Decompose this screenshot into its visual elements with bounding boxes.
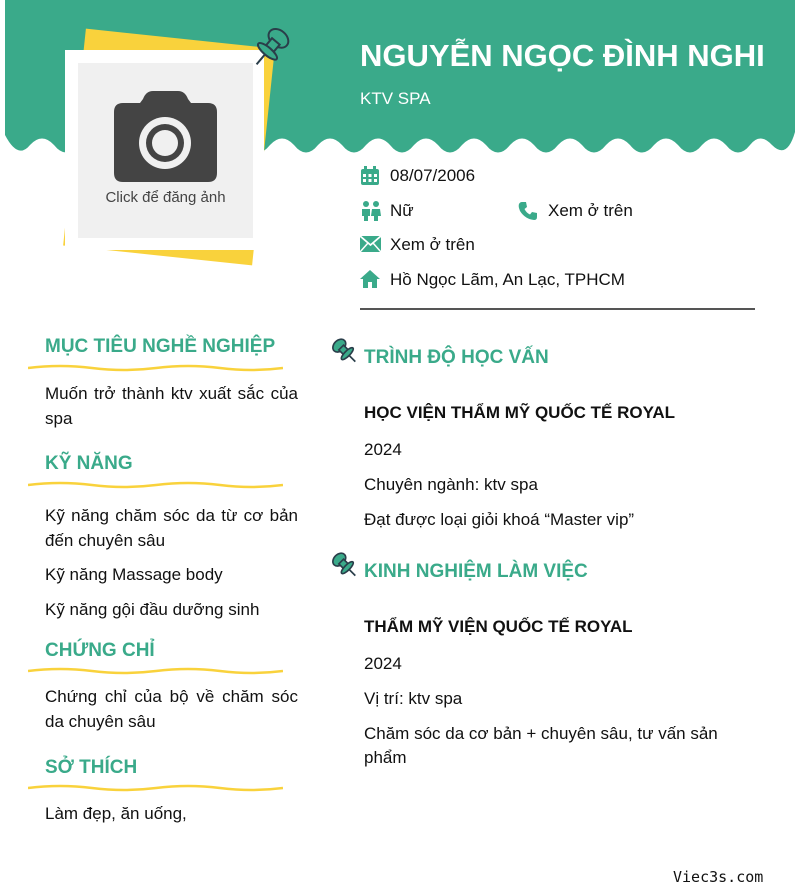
section-title-hobbies: SỞ THÍCH — [45, 757, 138, 778]
education-result: Đạt được loại giỏi khoá “Master vip” — [364, 510, 635, 529]
education-year: 2024 — [364, 440, 402, 459]
footer-brand[interactable]: Viec3s.com — [673, 868, 764, 886]
skill-item: Kỹ năng chăm sóc da từ cơ bản đến chuyên sâu — [45, 506, 298, 550]
job-title: KTV SPA — [360, 89, 431, 108]
objective-text: Muốn trở thành ktv xuất sắc của spa — [45, 384, 298, 428]
section-title-education: TRÌNH ĐỘ HỌC VẤN — [364, 347, 549, 368]
pushpin-icon — [330, 551, 358, 583]
experience-year: 2024 — [364, 654, 402, 673]
gender-value: Nữ — [390, 201, 414, 220]
education-school: HỌC VIỆN THẨM MỸ QUỐC TẾ ROYAL — [364, 403, 676, 422]
experience-position: Vị trí: ktv spa — [364, 689, 463, 708]
section-title-certificates: CHỨNG CHỈ — [45, 640, 155, 661]
photo-upload-area[interactable] — [78, 63, 253, 238]
section-underline — [28, 479, 283, 491]
section-underline — [28, 782, 283, 794]
candidate-name: NGUYỄN NGỌC ĐÌNH NGHI — [360, 38, 765, 73]
experience-description: Chăm sóc da cơ bản + chuyên sâu, tư vấn sản phẩm — [364, 724, 718, 767]
gender-icon — [360, 201, 382, 221]
phone-icon — [518, 201, 538, 221]
contact-divider — [360, 308, 755, 310]
pushpin-icon — [330, 337, 358, 369]
pushpin-icon — [252, 26, 292, 74]
education-major: Chuyên ngành: ktv spa — [364, 475, 538, 494]
section-underline — [28, 362, 283, 374]
skill-item: Kỹ năng gội đầu dưỡng sinh — [45, 600, 260, 619]
section-title-objective: MỤC TIÊU NGHỀ NGHIỆP — [45, 336, 276, 357]
birthday-value: 08/07/2006 — [390, 166, 476, 185]
address-value: Hồ Ngọc Lãm, An Lạc, TPHCM — [390, 270, 625, 289]
envelope-icon — [360, 236, 381, 252]
section-underline — [28, 665, 283, 677]
photo-upload-label: Click để đăng ảnh — [105, 189, 226, 206]
section-title-skills: KỸ NĂNG — [45, 453, 133, 474]
experience-company: THẨM MỸ VIỆN QUỐC TẾ ROYAL — [364, 617, 633, 636]
email-value: Xem ở trên — [390, 235, 475, 254]
calendar-icon — [360, 166, 380, 186]
hobbies-text: Làm đẹp, ăn uống, — [45, 804, 187, 823]
home-icon — [360, 270, 380, 288]
phone-value: Xem ở trên — [548, 201, 633, 220]
camera-icon — [113, 89, 218, 184]
certificate-text: Chứng chỉ của bộ về chăm sóc da chuyên sâu — [45, 687, 298, 731]
section-title-experience: KINH NGHIỆM LÀM VIỆC — [364, 561, 588, 582]
skill-item: Kỹ năng Massage body — [45, 565, 223, 584]
